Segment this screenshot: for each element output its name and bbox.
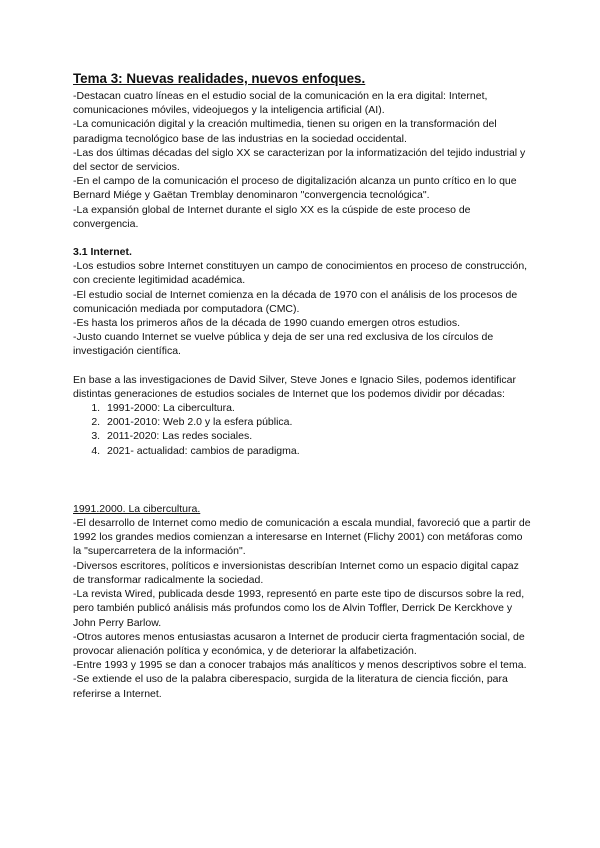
section-paragraph: -Se extiende el uso de la palabra ciberespacio, surgida de la literatura de ciencia ficción, para referirse a Internet.	[73, 673, 508, 700]
intro-paragraph: -La comunicación digital y la creación multimedia, tienen su origen en la transformación del paradigma tecnológico base de las industrias en la sociedad occidental.	[73, 118, 497, 145]
section-cibercultura	[73, 502, 533, 701]
list-item: 4. 2021- actualidad: cambios de paradigma.	[103, 444, 533, 458]
section-paragraph: -Entre 1993 y 1995 se dan a conocer trabajos más analíticos y menos descriptivos sobre el tema.	[73, 659, 527, 672]
section-paragraph: -Es hasta los primeros años de la década de 1990 cuando emergen otros estudios.	[73, 317, 460, 330]
section-lead: En base a las investigaciones de David Silver, Steve Jones e Ignacio Siles, podemos identificar distintas generaciones de estudios sociales de Internet que los podemos dividir por décadas:	[73, 373, 516, 400]
section-heading: 3.1 Internet.	[73, 246, 132, 259]
intro-paragraph: -Las dos últimas décadas del siglo XX se caracterizan por la informatización del tejido industrial y del sector de servicios.	[73, 146, 526, 174]
decades-list	[73, 401, 533, 458]
section-heading: 1991.2000. La cibercultura.	[73, 502, 201, 515]
list-item: 2. 2001-2010: Web 2.0 y la esfera pública.	[103, 415, 533, 429]
intro-block	[73, 89, 533, 231]
section-internet	[73, 245, 533, 458]
section-paragraph: -La revista Wired, publicada desde 1993, representó en parte este tipo de discursos sobre la red, pero también publicó análisis más profundos como los de Alvin Toffler, Derrick De Kerckhove y John Perry Barlow.	[73, 588, 525, 629]
section-paragraph: -El estudio social de Internet comienza en la década de 1970 con el análisis de los procesos de comunicación mediada por computadora (CMC).	[73, 288, 518, 315]
intro-paragraph: -Destacan cuatro líneas en el estudio social de la comunicación en la era digital: Internet, comunicaciones móviles, videojuegos y la inteligencia artificial (AI).	[73, 90, 488, 117]
section-paragraph: -Otros autores menos entusiastas acusaron a Internet de producir cierta fragmentación social, de provocar alienación política y económica, y de deteriorar la alfabetización.	[73, 630, 525, 657]
document-page	[73, 71, 533, 701]
page-title: Tema 3: Nuevas realidades, nuevos enfoques.	[73, 71, 366, 86]
section-paragraph: -Los estudios sobre Internet constituyen un campo de conocimientos en proceso de construcción, con creciente legitimidad académica.	[73, 260, 528, 287]
intro-paragraph: -En el campo de la comunicación el proceso de digitalización alcanza un punto crítico en lo que Bernard Miége y Gaëtan Tremblay denominaron "convergencia tecnológica".	[73, 175, 517, 202]
intro-paragraph: -La expansión global de Internet durante el siglo XX es la cúspide de este proceso de convergencia.	[73, 203, 471, 230]
section-paragraph: -El desarrollo de Internet como medio de comunicación a escala mundial, favoreció que a partir de 1992 los grandes medios comienzan a interesarse en Internet (Flichy 2001) con metáforas como la "supercarretera de la información".	[73, 517, 531, 558]
list-item: 1. 1991-2000: La cibercultura.	[103, 401, 533, 415]
list-item: 3. 2011-2020: Las redes sociales.	[103, 429, 533, 443]
section-paragraph: -Diversos escritores, políticos e inversionistas describían Internet como un espacio digital capaz de transformar radicalmente la sociedad.	[73, 559, 519, 586]
section-paragraph: -Justo cuando Internet se vuelve pública y deja de ser una red exclusiva de los círculos de investigación científica.	[73, 331, 494, 358]
